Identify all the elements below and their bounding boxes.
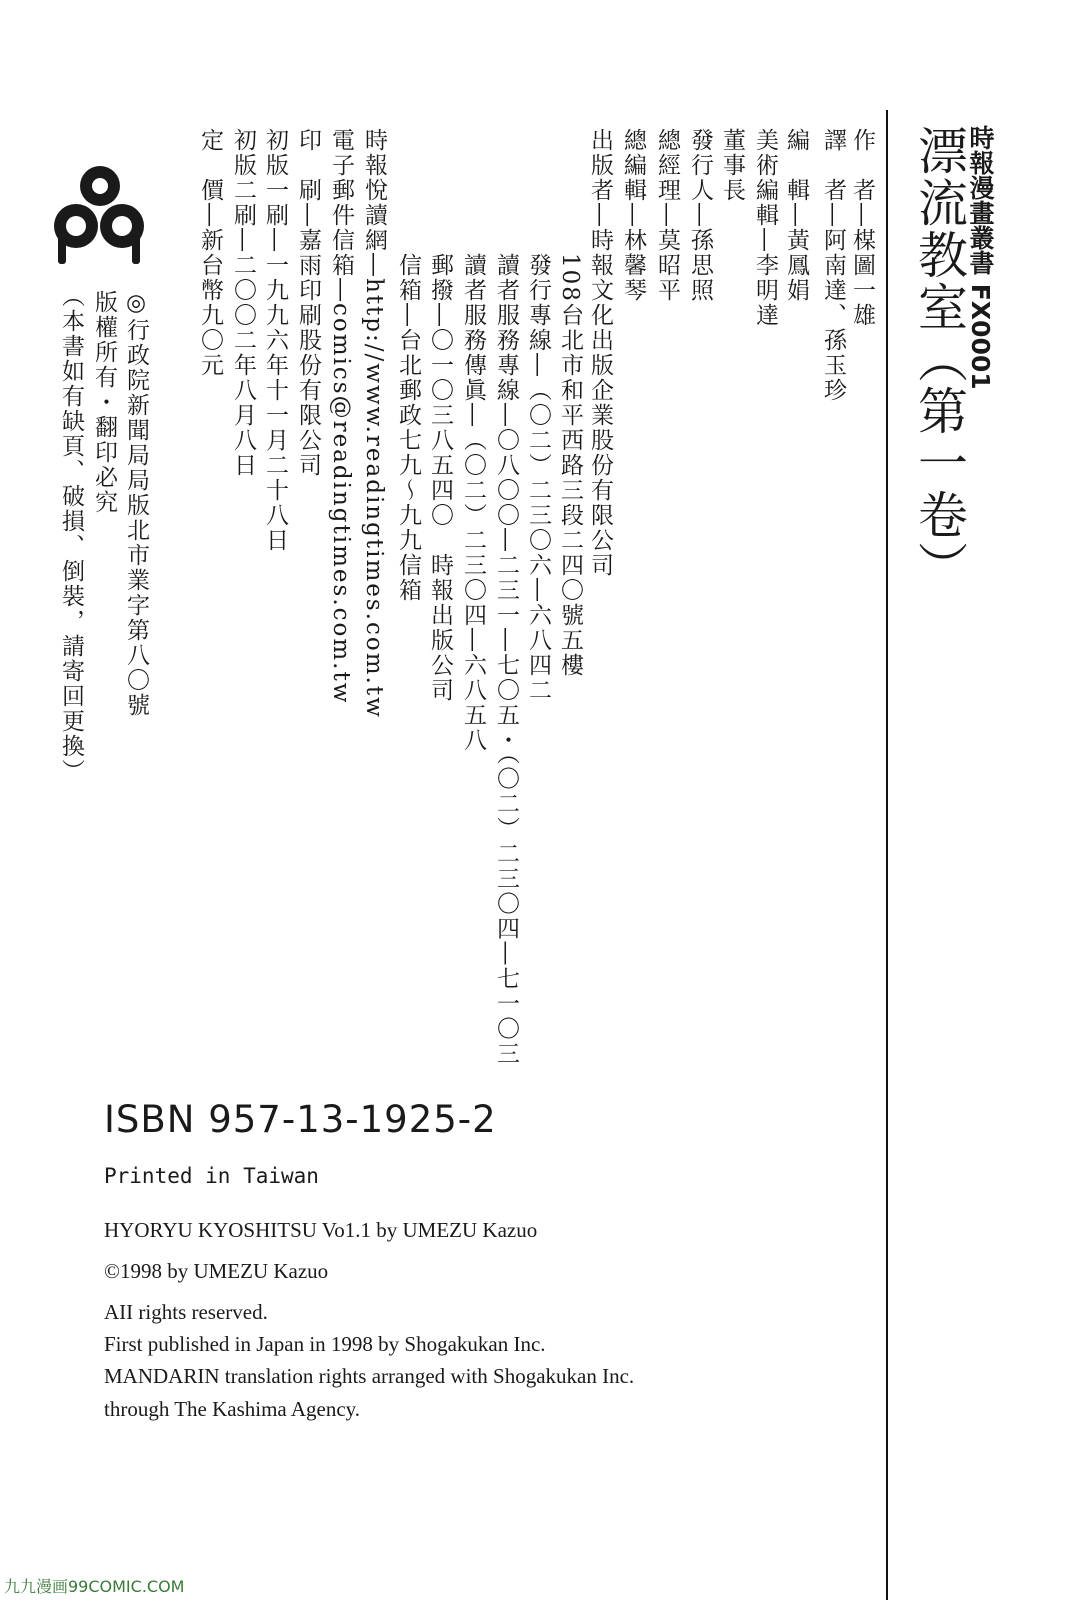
replacement-notice: （本書如有缺頁、破損、倒裝，請寄回更換） bbox=[58, 284, 84, 784]
copyright-notice: 版權所有・翻印必究 bbox=[91, 290, 117, 515]
printer: 印 刷―嘉雨印刷股份有限公司 bbox=[295, 128, 321, 478]
second-print: 初版二刷―二〇〇二年八月八日 bbox=[230, 128, 256, 478]
credit-art-editor: 美術編輯―李明達 bbox=[752, 128, 778, 328]
reader-service-fax: 讀者服務傳眞―（〇二）二三〇四―六八五八 bbox=[460, 253, 486, 753]
english-first-published-line: First published in Japan in 1998 by Shogakukan Inc. bbox=[104, 1332, 546, 1356]
mailbox: 信箱―台北郵政七九～九九信箱 bbox=[395, 253, 421, 603]
credit-chief-editor: 總編輯―林馨琴 bbox=[620, 128, 646, 303]
book-title: 漂流教室（第一卷） bbox=[910, 125, 968, 593]
credit-chairman: 董事長 bbox=[719, 128, 745, 203]
website: 時報悅讀網―http://www.readingtimes.com.tw bbox=[361, 128, 387, 719]
english-copyright-line: ©1998 by UMEZU Kazuo bbox=[104, 1259, 329, 1283]
isbn: ISBN 957-13-1925-2 bbox=[104, 1098, 497, 1141]
credit-publisher-person: 發行人―孫思照 bbox=[687, 128, 713, 303]
english-translation-rights-line: MANDARIN translation rights arranged with Shogakukan Inc. bbox=[104, 1364, 635, 1388]
email: 電子郵件信箱―comics@readingtimes.com.tw bbox=[328, 128, 354, 705]
watermark-text: 九九漫画99COMIC.COM bbox=[4, 1577, 185, 1596]
credit-editor: 編 輯―黃鳳娟 bbox=[783, 128, 809, 303]
credit-general-manager: 總經理―莫昭平 bbox=[654, 128, 680, 303]
vertical-rule bbox=[886, 110, 888, 1600]
series-label: 時報漫畫叢書 FX0001 bbox=[966, 125, 995, 390]
phone-hotline: 發行專線―（〇二）二三〇六―六八四二 bbox=[525, 253, 551, 703]
printed-in: Printed in Taiwan bbox=[104, 1164, 319, 1188]
english-agency-line: through The Kashima Agency. bbox=[104, 1397, 361, 1421]
first-print: 初版一刷―一九九六年十一月二十八日 bbox=[262, 128, 288, 553]
credit-author: 作 者―楳圖一雄 bbox=[849, 128, 875, 328]
price: 定 價―新台幣九〇元 bbox=[197, 128, 223, 378]
postal-account: 郵撥―〇一〇三八五四〇 時報出版公司 bbox=[427, 253, 453, 703]
reader-service-line: 讀者服務專線―〇八〇〇―二三一―七〇五・（〇二）二三〇四―七一〇三 bbox=[493, 253, 519, 1067]
publisher-address: 108台北市和平西路三段二四〇號五樓 bbox=[557, 253, 583, 678]
english-rights-line: AII rights reserved. bbox=[104, 1300, 268, 1324]
publisher-logo-icon bbox=[52, 162, 148, 282]
credit-publisher: 出版者―時報文化出版企業股份有限公司 bbox=[587, 128, 613, 578]
license-number: ◎行政院新聞局局版北市業字第八〇號 bbox=[123, 290, 149, 718]
english-title-line: HYORYU KYOSHITSU Vo1.1 by UMEZU Kazuo bbox=[104, 1218, 538, 1242]
credit-translator: 譯 者―阿南達、孫玉珍 bbox=[820, 128, 846, 403]
